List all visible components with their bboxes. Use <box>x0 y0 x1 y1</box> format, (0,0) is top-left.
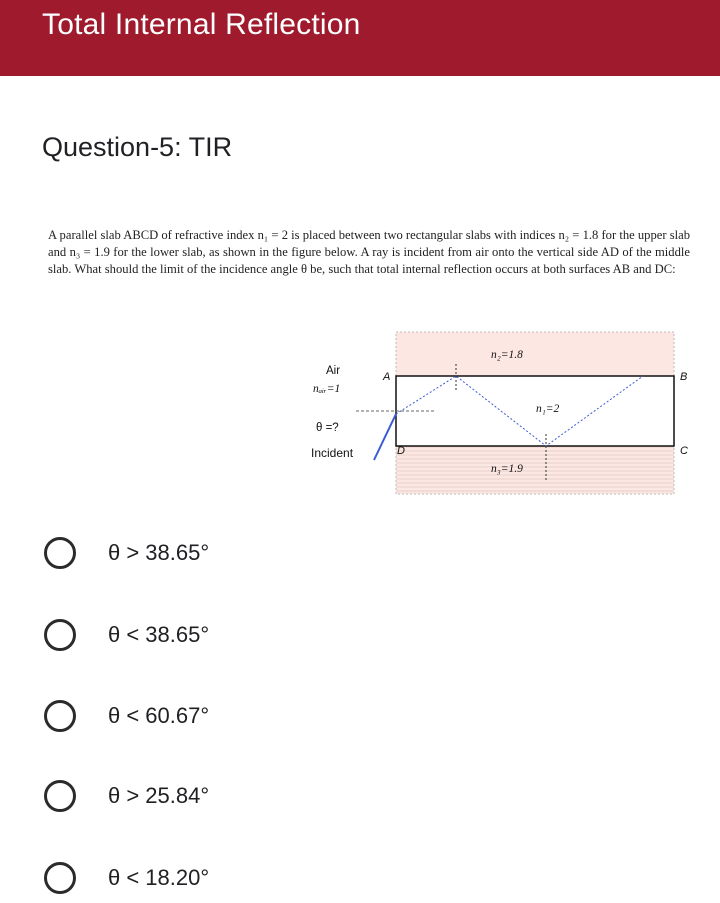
question-text: A parallel slab ABCD of refractive index n₁ = 2 is placed between two rectangular slabs with indices n₂ = 1.8 for the upper slab and n₃ = 1.9 for the lower slab, as shown in the figure below. A ray is incident from air onto the vertical side AD of the middle slab. What should the limit of the incidence angle θ be, such that total internal reflection occurs at both surfaces AB and DC: <box>48 228 690 276</box>
corner-a: A <box>383 371 391 383</box>
n2-label: n₂=1.8 <box>491 349 523 361</box>
corner-d: D <box>397 445 405 457</box>
header-title: Total Internal Reflection <box>42 8 361 41</box>
option-label: θ < 38.65° <box>108 622 210 647</box>
option-2[interactable] <box>44 615 444 655</box>
option-4[interactable] <box>44 776 444 816</box>
upper-slab <box>396 332 674 376</box>
option-label: θ > 25.84° <box>108 783 210 808</box>
lower-slab <box>396 446 674 494</box>
option-3[interactable] <box>44 696 444 736</box>
n3-label: n₃=1.9 <box>491 463 523 475</box>
incident-label: Incident <box>311 446 354 460</box>
corner-c: C <box>680 445 688 457</box>
radio-button[interactable] <box>44 700 76 732</box>
radio-button[interactable] <box>44 862 76 894</box>
radio-button[interactable] <box>44 619 76 651</box>
air-label: Air <box>326 365 341 377</box>
middle-slab-abcd <box>396 376 674 446</box>
option-1[interactable] <box>44 533 444 573</box>
option-label: θ < 60.67° <box>108 703 210 728</box>
slab-diagram <box>300 330 690 500</box>
radio-button[interactable] <box>44 780 76 812</box>
question-title: Question-5: TIR <box>42 132 233 162</box>
n1-label: n₁=2 <box>536 403 560 415</box>
theta-label: θ =? <box>316 422 339 434</box>
corner-b: B <box>680 371 688 383</box>
radio-button[interactable] <box>44 537 76 569</box>
option-5[interactable] <box>44 858 444 898</box>
n-air-label: nₐᵢᵣ=1 <box>313 383 341 395</box>
incident-ray <box>374 414 396 460</box>
option-label: θ < 18.20° <box>108 865 210 890</box>
option-label: θ > 38.65° <box>108 540 210 565</box>
page-header <box>0 0 720 76</box>
